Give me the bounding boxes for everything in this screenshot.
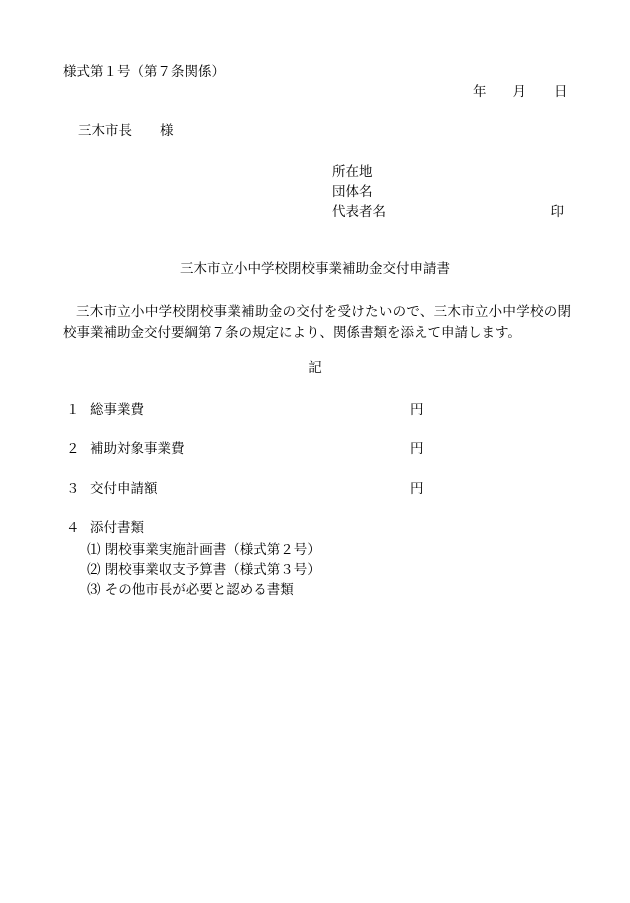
applicant-block <box>332 165 564 225</box>
attachment-item: ⑵ 閉校事業収支予算書（様式第３号） <box>87 562 321 578</box>
body-paragraph: 三木市立小中学校閉校事業補助金の交付を受けたいので、三木市立小中学校の閉校事業補助金交付要綱第７条の規定により、関係書類を添えて申請します。 <box>63 304 571 341</box>
item-unit: 円 <box>410 481 424 497</box>
item-label: 交付申請額 <box>90 481 158 497</box>
organization-label: 団体名 <box>332 184 373 200</box>
addressee-name: 三木市長 <box>78 123 132 139</box>
attachment-item: ⑶ その他市長が必要と認める書類 <box>87 582 294 598</box>
item-row-total-cost <box>63 402 433 418</box>
item-row-requested-amount <box>63 481 433 497</box>
applicant-organization-row <box>332 185 564 205</box>
date-year-label: 年 <box>473 84 487 100</box>
attachments-list <box>87 540 321 600</box>
date-line <box>473 86 568 100</box>
applicant-representative-row <box>332 205 564 225</box>
date-day-label: 日 <box>554 84 568 100</box>
item-label: 総事業費 <box>90 402 144 418</box>
item-number: ２ <box>66 441 80 457</box>
addressee <box>78 125 174 139</box>
seal-mark: 印 <box>550 204 564 220</box>
item-number: １ <box>66 402 80 418</box>
item-unit: 円 <box>410 441 424 457</box>
attachment-item: ⑴ 閉校事業実施計画書（様式第２号） <box>87 542 321 558</box>
item-number: ３ <box>66 481 80 497</box>
item-unit: 円 <box>410 402 424 418</box>
ki-heading: 記 <box>308 360 322 376</box>
addressee-suffix: 様 <box>160 123 174 139</box>
item-label: 補助対象事業費 <box>90 441 185 457</box>
attachments-label: 添付書類 <box>90 520 144 536</box>
date-month-label: 月 <box>512 84 526 100</box>
attachments-heading <box>63 520 363 536</box>
form-number: 様式第１号（第７条関係） <box>63 64 225 80</box>
applicant-address-row <box>332 165 564 185</box>
representative-label: 代表者名 <box>332 204 386 220</box>
document-title: 三木市立小中学校閉校事業補助金交付申請書 <box>180 261 450 277</box>
item-row-eligible-cost <box>63 441 433 457</box>
address-label: 所在地 <box>332 164 373 180</box>
attachments-number: ４ <box>66 520 80 536</box>
